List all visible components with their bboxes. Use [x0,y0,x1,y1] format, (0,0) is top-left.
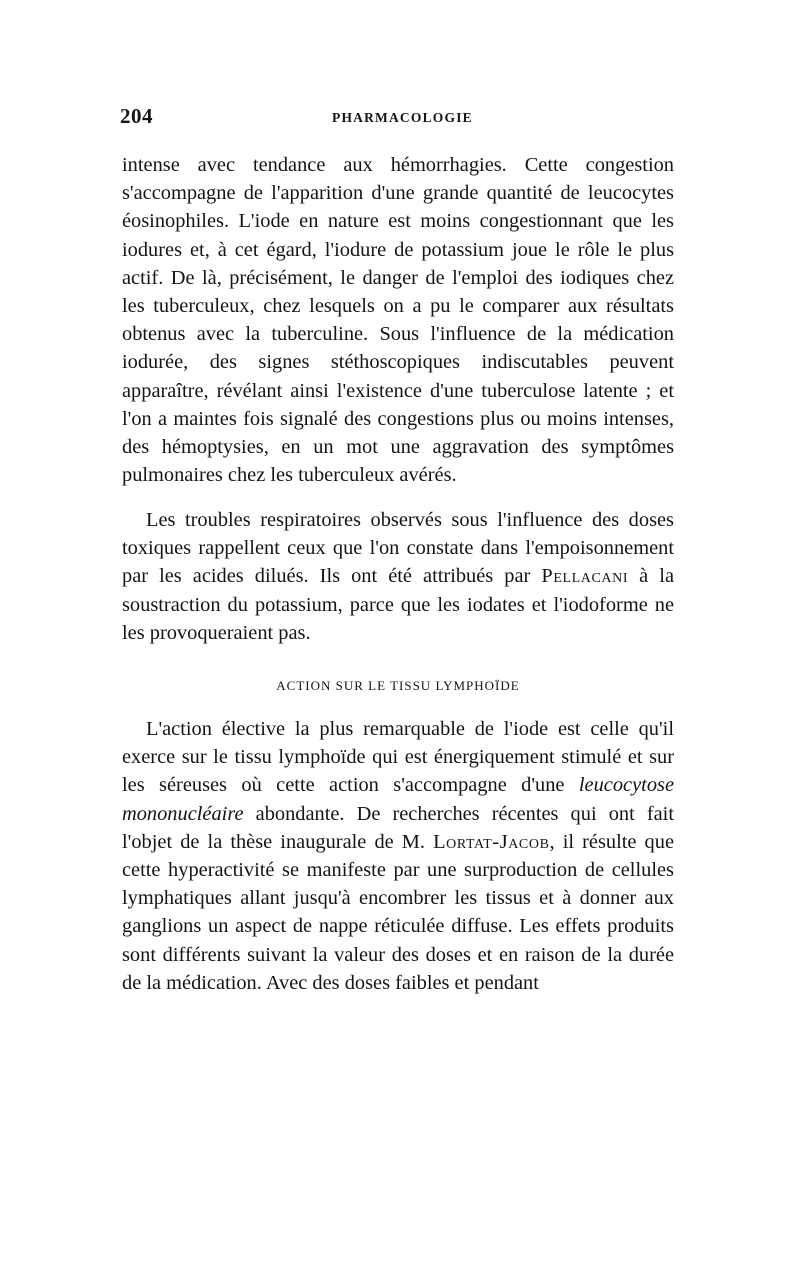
paragraph-3-text-start: L'action élective la plus remarquable de l'iode est celle qu'il exerce sur le tissu lymphoïde qui est énergiquement stimulé et sur les séreuses où cette action s'accompagne d'une [122,718,674,797]
running-title: PHARMACOLOGIE [332,110,473,125]
running-head [120,104,673,144]
author-name-lortat-jacob: Lortat-Jacob [433,830,550,853]
section-heading: ACTION SUR LE TISSU LYMPHOÏDE [276,678,520,693]
page-number: 204 [120,104,153,128]
paragraph-1-text: intense avec tendance aux hémorrhagies. Cette congestion s'accompagne de l'apparition d'une grande quantité de leucocytes éosinophiles. L'iode en nature est moins congestionnant que les iodures et, à cet égard, l'iodure de potassium joue le rôle le plus actif. De là, précisément, le danger de l'emploi des iodiques chez les tuberculeux, chez lesquels on a pu le comparer aux résultats obtenus avec la tuberculine. Sous l'influence de la médication iodurée, des signes stéthoscopiques indiscutables peuvent apparaître, révélant ainsi l'existence d'une tuberculose latente ; et l'on a maintes fois signalé des congestions plus ou moins intenses, des hémoptysies, en un mot une aggravation des symptômes pulmonaires chez les tuberculeux avérés. [122,154,674,487]
paragraph-1 [122,151,674,489]
italic-term: leucocytose mononucléaire [122,774,674,825]
paragraph-3-text-middle: abondante. De recherches récentes qui ont fait l'objet de la thèse inaugurale de M. [122,802,674,853]
paragraph-3 [122,715,674,997]
paragraph-2-text-end: à la soustraction du potassium, parce que les iodates et l'iodoforme ne les provoqueraient pas. [122,565,674,644]
paragraph-3-text-end: , il résulte que cette hyperactivité se manifeste par une surproduction de cellules lymphatiques allant jusqu'à encombrer les tissus et à donner aux ganglions un aspect de nappe réticulée diffuse. Les effets produits sont différents suivant la valeur des doses et en raison de la durée de la médication. Avec des doses faibles et pendant [122,830,675,994]
paragraph-2 [122,506,674,647]
author-name-pellacani: Pellacani [541,565,629,588]
paragraph-2-text-start: Les troubles respiratoires observés sous l'influence des doses toxiques rappellent ceux que l'on constate dans l'empoisonnement par les acides dilués. Ils ont été attribués par [122,509,674,588]
